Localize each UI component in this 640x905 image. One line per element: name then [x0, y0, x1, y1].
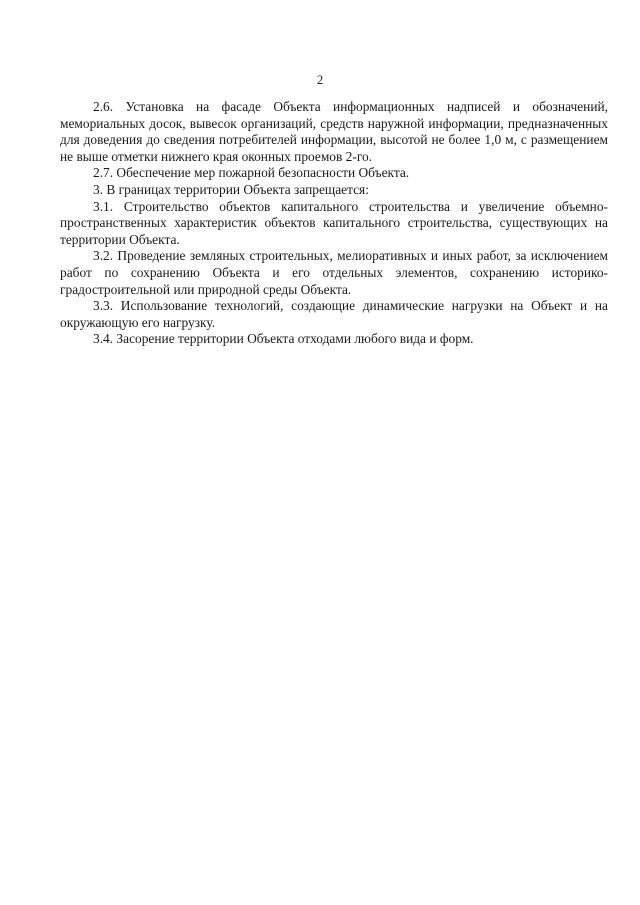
paragraph-2-7: 2.7. Обеспечение мер пожарной безопасности Объекта. [93, 165, 410, 181]
paragraph-3-2: 3.2. Проведение земляных строительных, мелиоративных и иных работ, за исключением работ по сохранению Объекта и его отдельных элементов, сохранению историко-градостроительной или природной среды Объекта. [60, 248, 608, 297]
paragraph-3-4: 3.4. Засорение территории Объекта отходами любого вида и форм. [93, 331, 474, 347]
paragraph-3: 3. В границах территории Объекта запрещается: [93, 181, 369, 197]
paragraph-3-1: 3.1. Строительство объектов капитального строительства и увеличение объемно-пространственных характеристик объектов капитального строительства, существующих на территории Объекта. [60, 198, 608, 247]
paragraph-2-6: 2.6. Установка на фасаде Объекта информационных надписей и обозначений, мемориальных досок, вывесок организаций, средств наружной информации, предназначенных для доведения до сведения потребителей информации, высотой не более 1,0 м, с размещением не выше отметки нижнего края оконных проемов 2-го. [60, 99, 608, 164]
document-body [60, 99, 608, 348]
paragraph-3-3: 3.3. Использование технологий, создающие динамические нагрузки на Объект и на окружающую его нагрузку. [60, 298, 608, 330]
page-number: 2 [316, 72, 324, 87]
